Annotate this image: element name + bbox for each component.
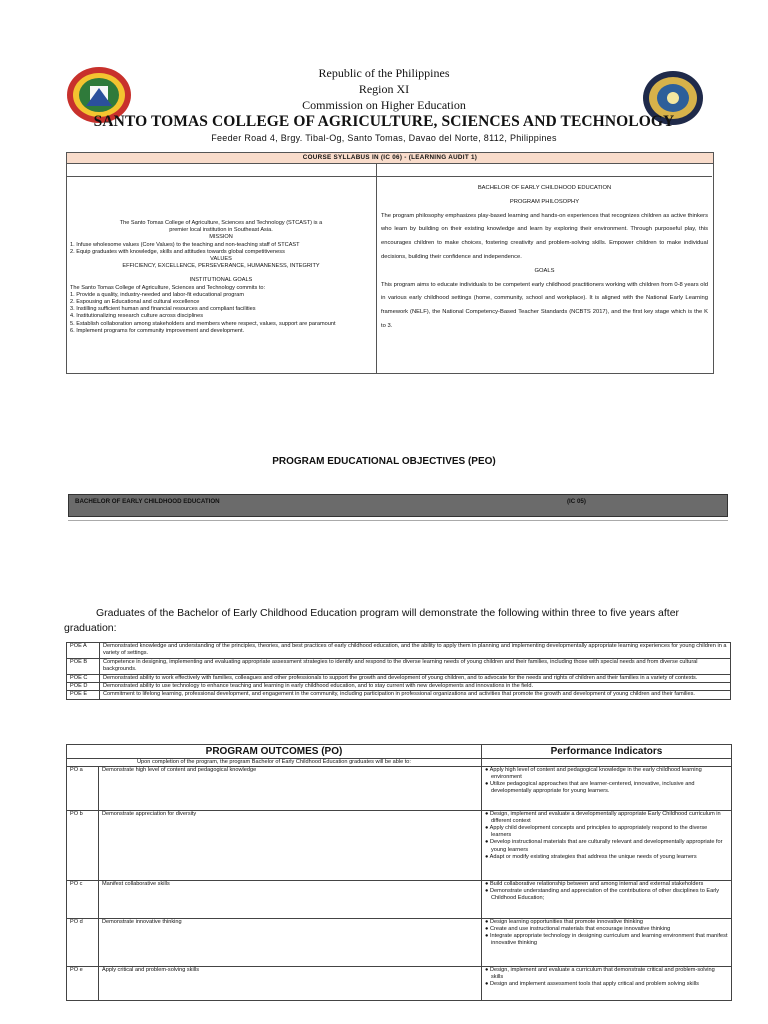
po-code: PO d xyxy=(67,919,99,967)
bullet-icon: ● xyxy=(485,767,490,774)
po-subheader-blank xyxy=(482,759,732,767)
republic-line: Republic of the Philippines xyxy=(318,66,450,80)
indicator-item xyxy=(485,981,728,988)
po-code: PO c xyxy=(67,881,99,919)
peo-code: POE B xyxy=(67,658,100,674)
indicator-item xyxy=(485,781,728,795)
peo-text: Competence in designing, implementing and evaluating appropriate assessment strategies to identify and respond to the diverse learning needs of young children and their families, including those with special needs and from diverse cultural backgrounds. xyxy=(100,658,731,674)
bullet-icon: ● xyxy=(485,853,490,860)
indicator-item xyxy=(485,811,728,825)
bullet-icon: ● xyxy=(485,825,490,832)
college-name: SANTO TOMAS COLLEGE OF AGRICULTURE, SCIENCES AND TECHNOLOGY xyxy=(93,113,675,130)
indicator-item xyxy=(485,825,728,839)
bullet-icon: ● xyxy=(485,839,490,846)
bullet-icon: ● xyxy=(485,926,490,933)
po-row xyxy=(67,767,732,811)
indicator-item xyxy=(485,854,728,861)
po-description: Demonstrate high level of content and pedagogical knowledge xyxy=(99,767,482,811)
philosophy-text: The program philosophy emphasizes play-based learning and hands-on experiences that recognizes children as active thinkers who learn by building on their existing knowledge and learn by exploring their environment. Through purposeful play, this encourages children to make choices, fostering creativity and problem-solving skills. Empower children to make individual decisions, building their confidence and independence. xyxy=(381,212,708,260)
program-name: BACHELOR OF EARLY CHILDHOOD EDUCATION xyxy=(477,185,612,191)
indicator-item xyxy=(485,839,728,853)
po-table xyxy=(66,744,732,1001)
bullet-icon: ● xyxy=(485,981,490,988)
indicator-text: Create and use instructional materials that encourage innovative thinking xyxy=(489,926,671,933)
peo-text: Demonstrated knowledge and understanding of the principles, theories, and best practices of early childhood education, and the ability to apply them in planning and implementing developmentally appropriate learning experiences for young children in a variety of settings. xyxy=(100,643,731,659)
peo-code: POE A xyxy=(67,643,100,659)
peo-row xyxy=(67,674,731,682)
bullet-icon: ● xyxy=(485,967,490,974)
divider xyxy=(68,520,728,521)
college-address: Feeder Road 4, Brgy. Tibal-Og, Santo Tomas, Davao del Norte, 8112, Philippines xyxy=(211,133,557,143)
indicator-item xyxy=(485,919,728,926)
indicator-item xyxy=(485,888,728,902)
indicator-item xyxy=(485,881,728,888)
po-description: Demonstrate innovative thinking xyxy=(99,919,482,967)
mission-item-2: 2. Equip graduates with knowledge, skills and attitudes towards global competitiveness xyxy=(70,248,285,255)
bullet-icon: ● xyxy=(485,811,490,818)
po-code: PO b xyxy=(67,811,99,881)
indicator-text: Design learning opportunities that promote innovative thinking xyxy=(489,919,643,926)
po-header: PROGRAM OUTCOMES (PO) xyxy=(67,745,482,759)
goal-item-2: 2. Espousing an Educational and cultural excellence xyxy=(70,299,200,306)
values-heading: VALUES xyxy=(210,256,232,263)
indicators-header: Performance Indicators xyxy=(482,745,732,759)
peo-row xyxy=(67,658,731,674)
goal-item-3: 3. Instilling sufficient human and financial resources and compliant facilities xyxy=(70,306,256,313)
program-info xyxy=(381,182,708,334)
goals-heading: GOALS xyxy=(534,267,555,274)
indicator-text: Utilize pedagogical approaches that are learner-centered, innovative, inclusive and developmentally appropriate for young learners. xyxy=(489,781,695,795)
goal-item-5: 5. Establish collaboration among stakeholders and members where respect, values, support are paramount xyxy=(70,320,336,327)
indicator-text: Design, implement and evaluate a developmentally appropriate Early Childhood curriculum in different context xyxy=(489,811,721,825)
indicator-text: Design and implement assessment tools that apply critical and problem solving skills xyxy=(489,981,699,988)
goals-intro: The Santo Tomas College of Agriculture, Sciences and Technology commits to: xyxy=(70,284,266,291)
ched-line: Commission on Higher Education xyxy=(302,98,466,112)
region-line: Region XI xyxy=(358,82,410,96)
mission-heading: MISSION xyxy=(209,234,233,241)
peo-title: PROGRAM EDUCATIONAL OBJECTIVES (PEO) xyxy=(272,456,496,467)
goal-item-6: 6. Implement programs for community improvement and development. xyxy=(70,327,245,334)
bullet-icon: ● xyxy=(485,881,490,888)
po-row xyxy=(67,919,732,967)
graduates-statement: Graduates of the Bachelor of Early Childhood Education program will demonstrate the following within three to five years after graduation: xyxy=(64,607,680,634)
indicator-text: Demonstrate understanding and appreciation of the contributions of other disciplines to Early Childhood Education; xyxy=(489,888,720,902)
indicator-text: Apply child development concepts and principles to appropriately respond to the diverse learners xyxy=(489,825,708,839)
po-description: Demonstrate appreciation for diversity xyxy=(99,811,482,881)
peo-row xyxy=(67,691,731,699)
po-row xyxy=(67,967,732,1001)
indicator-item xyxy=(485,933,728,947)
peo-code: POE E xyxy=(67,691,100,699)
po-code: PO e xyxy=(67,967,99,1001)
po-table-wrap xyxy=(66,744,732,1024)
vision-line-2: premier local institution in Southeast Asia. xyxy=(169,227,273,234)
peo-row xyxy=(67,683,731,691)
institution-info xyxy=(70,220,372,335)
philosophy-heading: PROGRAM PHILOSOPHY xyxy=(509,198,580,205)
po-subheader: Upon completion of the program, the program Bachelor of Early Childhood Education graduates will be able to: xyxy=(67,759,482,767)
po-indicators xyxy=(482,767,732,811)
program-bar-code: (IC 05) xyxy=(567,498,586,505)
indicator-text: Develop instructional materials that are culturally relevant and developmentally appropriate for young learners xyxy=(489,839,723,853)
program-bar-name: BACHELOR OF EARLY CHILDHOOD EDUCATION xyxy=(75,498,220,505)
indicator-text: Adapt or modify existing strategies that address the unique needs of young learners xyxy=(489,853,697,860)
po-indicators xyxy=(482,811,732,881)
peo-code: POE D xyxy=(67,683,100,691)
goal-item-1: 1. Provide a quality, industry-needed and labor-fit educational program xyxy=(70,291,245,298)
peo-text: Commitment to lifelong learning, professional development, and engagement in the community, including participation in professional organizations and activities that promote the growth and development of young children and their families. xyxy=(100,691,731,699)
values-list: EFFICIENCY, EXCELLENCE, PERSEVERANCE, HUMANENESS, INTEGRITY xyxy=(122,263,320,270)
po-row xyxy=(67,881,732,919)
indicator-text: Design, implement and evaluate a curriculum that demonstrate critical and problem-solving skills xyxy=(489,967,715,981)
indicator-item xyxy=(485,926,728,933)
bullet-icon: ● xyxy=(485,781,490,788)
peo-table xyxy=(66,642,731,700)
institutional-goals-heading: INSTITUTIONAL GOALS xyxy=(189,277,253,284)
program-bar xyxy=(68,494,728,517)
vision-line-1: The Santo Tomas College of Agriculture, Sciences and Technology (STCAST) is a xyxy=(119,220,323,226)
indicator-item xyxy=(485,967,728,981)
syllabus-title-bar: COURSE SYLLABUS IN (IC 06) - (LEARNING AUDIT 1) xyxy=(66,152,714,164)
peo-code: POE C xyxy=(67,674,100,682)
po-description: Manifest collaborative skills xyxy=(99,881,482,919)
indicator-text: Apply high level of content and pedagogical knowledge in the early childhood learning environment xyxy=(489,767,702,781)
po-row xyxy=(67,811,732,881)
bullet-icon: ● xyxy=(485,888,490,895)
bullet-icon: ● xyxy=(485,919,490,926)
goals-text: This program aims to educate individuals to be competent early childhood practitioners working with children from 0-8 years old in various early childhood settings (home, community, school and workplace). It is aligned with the National Early Learning framework (NELF), the National Competency-Based Teacher Standards (NCBTS 2017), and the first key stage which is the K to 3. xyxy=(381,281,708,329)
po-code: PO a xyxy=(67,767,99,811)
peo-text: Demonstrated ability to work effectively with families, colleagues and other professionals to support the growth and development of young children, and to advocate for the needs and rights of children and their families in a variety of contexts. xyxy=(100,674,731,682)
indicator-item xyxy=(485,767,728,781)
peo-row xyxy=(67,643,731,659)
mission-item-1: 1. Infuse wholesome values (Core Values) to the teaching and non-teaching staff of STCAST xyxy=(70,241,300,248)
indicator-text: Build collaborative relationship between and among internal and external stakeholders xyxy=(489,881,704,888)
syllabus-divider-row xyxy=(66,176,712,177)
indicator-text: Integrate appropriate technology in designing curriculum and learning environment that manifest innovative thinking xyxy=(489,933,728,947)
po-indicators xyxy=(482,881,732,919)
syllabus-divider-column xyxy=(376,163,377,373)
po-indicators xyxy=(482,919,732,967)
po-indicators xyxy=(482,967,732,1001)
goal-item-4: 4. Institutionalizing research culture across disciplines xyxy=(70,313,204,320)
po-description: Apply critical and problem-solving skills xyxy=(99,967,482,1001)
bullet-icon: ● xyxy=(485,933,490,940)
peo-text: Demonstrated ability to use technology to enhance teaching and learning in early childhood education, and to stay current with new developments and innovations in the field. xyxy=(100,683,731,691)
